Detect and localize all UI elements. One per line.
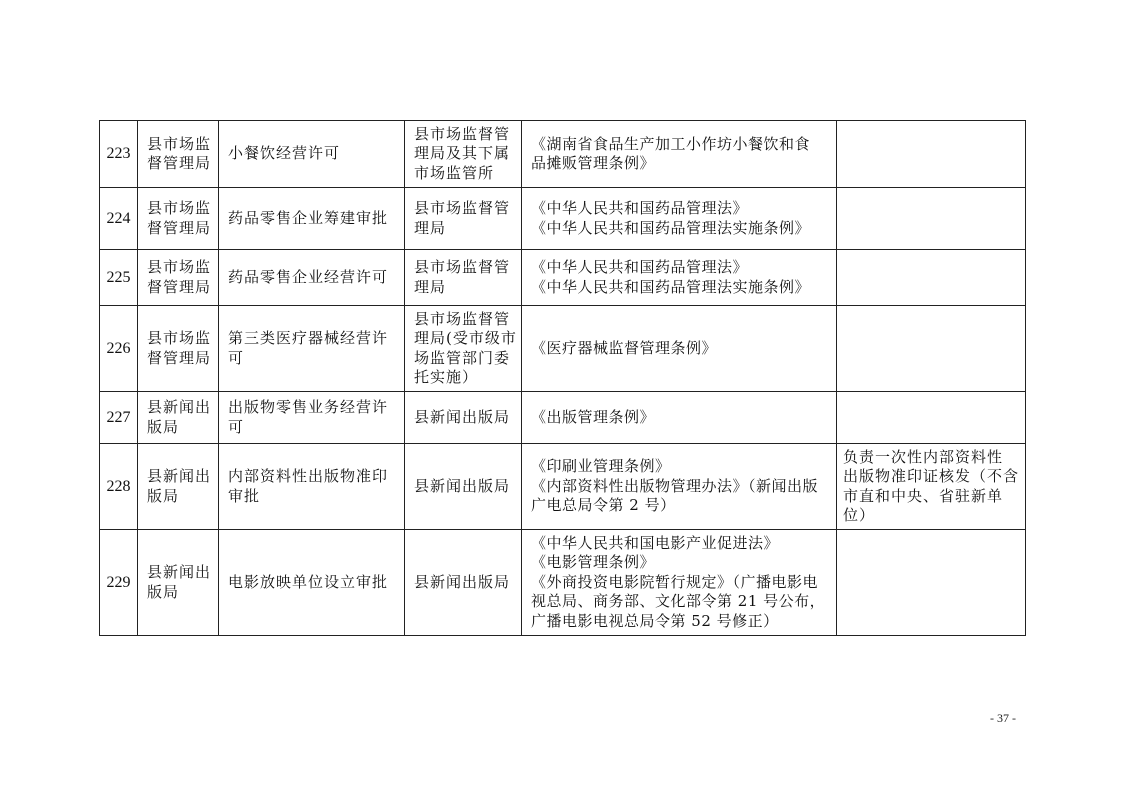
approval-items-table: [99, 120, 1026, 636]
legal-basis-cell: [522, 392, 837, 444]
department-cell: 县市场监 督管理局: [138, 250, 219, 306]
basis-line: 《出版管理条例》: [531, 407, 656, 426]
remark-cell: [837, 530, 1026, 636]
row-number: 229: [100, 530, 138, 636]
row-number: 228: [100, 444, 138, 530]
legal-basis-cell: 《印刷业管理条例》 《内部资料性出版物管理办法》（新闻出版 广电总局令第 2 号）: [522, 444, 837, 530]
table-row: [100, 121, 1026, 188]
department-cell: 县新闻出 版局: [138, 444, 219, 530]
department-cell: 县新闻出 版局: [138, 530, 219, 636]
item-name-cell: 第三类医疗器械经营许 可: [219, 306, 405, 392]
table-row: [100, 392, 1026, 444]
basis-line: 《中华人民共和国药品管理法实施条例》: [531, 218, 811, 237]
legal-basis-cell: [522, 250, 837, 306]
legal-basis-cell: [522, 188, 837, 250]
row-number: 225: [100, 250, 138, 306]
implementing-body-cell: 县新闻出版局: [405, 392, 522, 444]
basis-line: 《中华人民共和国药品管理法》: [531, 258, 749, 276]
remark-cell: [837, 188, 1026, 250]
implementing-body-cell: 县市场监督管 理局及其下属 市场监管所: [405, 121, 522, 188]
item-name-cell: 出版物零售业务经营许 可: [219, 392, 405, 444]
row-number: 226: [100, 306, 138, 392]
remark-cell: [837, 392, 1026, 444]
table-row: [100, 188, 1026, 250]
item-name-cell: 电影放映单位设立审批: [219, 530, 405, 636]
basis-line: 《中华人民共和国药品管理法》: [531, 199, 749, 217]
row-number: 223: [100, 121, 138, 188]
basis-line: 《医疗器械监督管理条例》: [531, 338, 718, 357]
remark-cell: 负责一次性内部资料性 出版物准印证核发（不含 市直和中央、省驻新单 位）: [837, 444, 1026, 530]
implementing-body-cell: 县市场监督管 理局(受市级市 场监管部门委 托实施）: [405, 306, 522, 392]
table-row: [100, 530, 1026, 636]
item-name-cell: 小餐饮经营许可: [219, 121, 405, 188]
department-cell: 县市场监 督管理局: [138, 188, 219, 250]
remark-cell: [837, 121, 1026, 188]
legal-basis-cell: [522, 306, 837, 392]
item-name-cell: 药品零售企业筹建审批: [219, 188, 405, 250]
item-name-cell: 内部资料性出版物准印 审批: [219, 444, 405, 530]
item-name-cell: 药品零售企业经营许可: [219, 250, 405, 306]
row-number: 224: [100, 188, 138, 250]
implementing-body-cell: 县新闻出版局: [405, 530, 522, 636]
remark-cell: [837, 306, 1026, 392]
basis-line: 《中华人民共和国药品管理法实施条例》: [531, 277, 811, 296]
table-row: [100, 306, 1026, 392]
implementing-body-cell: 县市场监督管 理局: [405, 250, 522, 306]
implementing-body-cell: 县新闻出版局: [405, 444, 522, 530]
department-cell: 县新闻出 版局: [138, 392, 219, 444]
row-number: 227: [100, 392, 138, 444]
implementing-body-cell: 县市场监督管 理局: [405, 188, 522, 250]
table-row: [100, 250, 1026, 306]
department-cell: 县市场监 督管理局: [138, 306, 219, 392]
legal-basis-cell: 《中华人民共和国电影产业促进法》 《电影管理条例》 《外商投资电影院暂行规定》（广播电影电 视总局、商务部、文化部令第 21 号公布， 广播电影电视总局令第 52 号修正）: [522, 530, 837, 636]
page-number: - 37 -: [990, 711, 1016, 725]
remark-cell: [837, 250, 1026, 306]
legal-basis-cell: 《湖南省食品生产加工小作坊小餐饮和食 品摊贩管理条例》: [522, 121, 837, 188]
department-cell: 县市场监 督管理局: [138, 121, 219, 188]
table-row: [100, 444, 1026, 530]
